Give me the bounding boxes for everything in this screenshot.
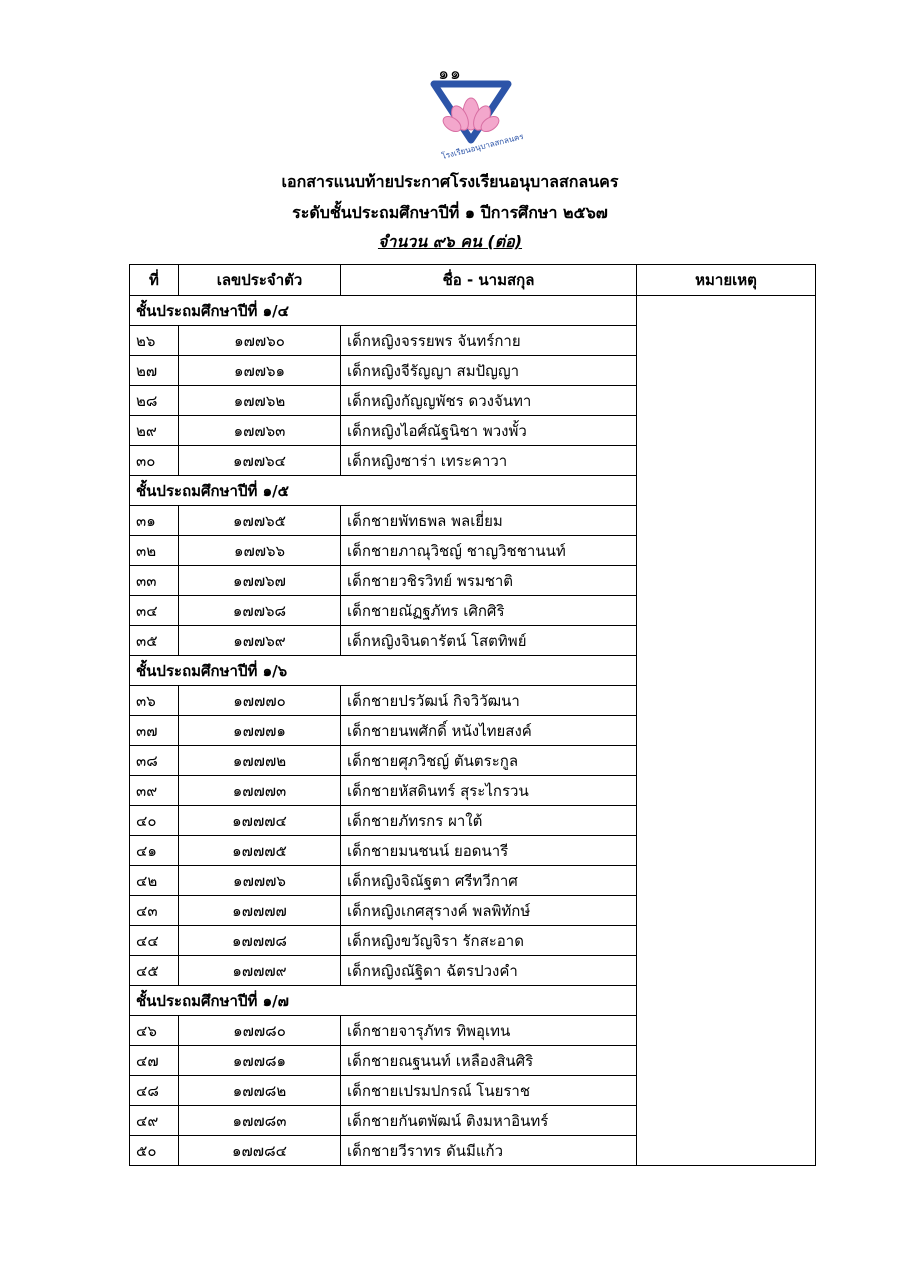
student-id: ๑๗๗๗๙ — [179, 956, 341, 986]
student-name: เด็กชายจารุภัทร ทิพอุเทน — [341, 1016, 637, 1046]
student-name: เด็กหญิงณัฐิดา ฉัตรปวงคำ — [341, 956, 637, 986]
section-row — [130, 296, 816, 326]
student-id: ๑๗๗๖๖ — [179, 536, 341, 566]
student-id: ๑๗๗๖๒ — [179, 386, 341, 416]
section-title: ชั้นประถมศึกษาปีที่ ๑/๖ — [130, 656, 637, 686]
column-header-note: หมายเหตุ — [637, 265, 816, 296]
student-name: เด็กชายศุภวิชญ์ ตันตระกูล — [341, 746, 637, 776]
row-number: ๔๘ — [130, 1076, 179, 1106]
column-header-id: เลขประจำตัว — [179, 265, 341, 296]
student-table — [129, 264, 816, 1166]
row-number: ๓๑ — [130, 506, 179, 536]
student-id: ๑๗๗๗๐ — [179, 686, 341, 716]
student-name: เด็กหญิงเกศสุรางค์ พลพิทักษ์ — [341, 896, 637, 926]
header-subtitle: ระดับชั้นประถมศึกษาปีที่ ๑ ปีการศึกษา ๒๕๖๗ — [292, 203, 608, 222]
student-name: เด็กชายณัฏฐภัทร เศิกศิริ — [341, 596, 637, 626]
student-name: เด็กชายกันตพัฒน์ ติงมหาอินทร์ — [341, 1106, 637, 1136]
student-name: เด็กหญิงจินดารัตน์ โสตทิพย์ — [341, 626, 637, 656]
page-number: ๑๑ — [438, 64, 462, 84]
row-number: ๓๔ — [130, 596, 179, 626]
row-number: ๕๐ — [130, 1136, 179, 1166]
row-number: ๒๘ — [130, 386, 179, 416]
student-id: ๑๗๗๗๔ — [179, 806, 341, 836]
student-id: ๑๗๗๖๓ — [179, 416, 341, 446]
student-name: เด็กชายนพศักดิ์ หนังไทยสงค์ — [341, 716, 637, 746]
row-number: ๒๙ — [130, 416, 179, 446]
student-id: ๑๗๗๘๒ — [179, 1076, 341, 1106]
row-number: ๓๒ — [130, 536, 179, 566]
row-number: ๓๓ — [130, 566, 179, 596]
row-number: ๒๖ — [130, 326, 179, 356]
row-number: ๒๗ — [130, 356, 179, 386]
student-name: เด็กหญิงจิณัฐตา ศรีทวีกาศ — [341, 866, 637, 896]
student-name: เด็กหญิงขวัญจิรา รักสะอาด — [341, 926, 637, 956]
row-number: ๓๘ — [130, 746, 179, 776]
student-name: เด็กชายเปรมปกรณ์ โนยราช — [341, 1076, 637, 1106]
student-id: ๑๗๗๗๓ — [179, 776, 341, 806]
student-id: ๑๗๗๖๐ — [179, 326, 341, 356]
student-id: ๑๗๗๘๑ — [179, 1046, 341, 1076]
student-id: ๑๗๗๗๑ — [179, 716, 341, 746]
student-name: เด็กชายพัทธพล พลเยี่ยม — [341, 506, 637, 536]
section-title: ชั้นประถมศึกษาปีที่ ๑/๔ — [130, 296, 637, 326]
student-name: เด็กชายวีราทร ดันมีแก้ว — [341, 1136, 637, 1166]
student-id: ๑๗๗๘๓ — [179, 1106, 341, 1136]
student-name: เด็กหญิงจีรัญญา สมปัญญา — [341, 356, 637, 386]
student-name: เด็กชายหัสดินทร์ สุระไกรวน — [341, 776, 637, 806]
student-id: ๑๗๗๗๗ — [179, 896, 341, 926]
student-name: เด็กหญิงจรรยพร จันทร์กาย — [341, 326, 637, 356]
row-number: ๔๖ — [130, 1016, 179, 1046]
row-number: ๔๗ — [130, 1046, 179, 1076]
table-header-row — [130, 265, 816, 296]
student-name: เด็กชายปรวัฒน์ กิจวิวัฒนา — [341, 686, 637, 716]
student-id: ๑๗๗๖๕ — [179, 506, 341, 536]
student-id: ๑๗๗๘๔ — [179, 1136, 341, 1166]
student-id: ๑๗๗๗๘ — [179, 926, 341, 956]
logo-caption: โรงเรียนอนุบาลสกลนคร — [440, 131, 525, 162]
column-header-no: ที่ — [130, 265, 179, 296]
student-id: ๑๗๗๖๘ — [179, 596, 341, 626]
student-id: ๑๗๗๗๖ — [179, 866, 341, 896]
student-name: เด็กหญิงซาร่า เทระคาวา — [341, 446, 637, 476]
row-number: ๓๐ — [130, 446, 179, 476]
student-id: ๑๗๗๖๙ — [179, 626, 341, 656]
row-number: ๔๓ — [130, 896, 179, 926]
row-number: ๔๑ — [130, 836, 179, 866]
note-cell — [637, 296, 816, 1166]
row-number: ๔๙ — [130, 1106, 179, 1136]
row-number: ๓๗ — [130, 716, 179, 746]
row-number: ๔๕ — [130, 956, 179, 986]
row-number: ๓๕ — [130, 626, 179, 656]
section-title: ชั้นประถมศึกษาปีที่ ๑/๕ — [130, 476, 637, 506]
student-id: ๑๗๗๖๗ — [179, 566, 341, 596]
row-number: ๓๙ — [130, 776, 179, 806]
student-id: ๑๗๗๗๕ — [179, 836, 341, 866]
student-name: เด็กชายภาณุวิชญ์ ชาญวิชชานนท์ — [341, 536, 637, 566]
student-name: เด็กชายณฐนนท์ เหลืองสินศิริ — [341, 1046, 637, 1076]
student-id: ๑๗๗๗๒ — [179, 746, 341, 776]
student-name: เด็กชายมนชนน์ ยอดนารี — [341, 836, 637, 866]
student-name: เด็กหญิงไอศ์ณัฐนิชา พวงพั้ว — [341, 416, 637, 446]
student-id: ๑๗๗๖๑ — [179, 356, 341, 386]
header-count: จำนวน ๙๖ คน (ต่อ) — [377, 232, 523, 251]
student-name: เด็กชายภัทรกร ผาใต้ — [341, 806, 637, 836]
row-number: ๔๔ — [130, 926, 179, 956]
row-number: ๓๖ — [130, 686, 179, 716]
student-name: เด็กชายวชิรวิทย์ พรมชาติ — [341, 566, 637, 596]
section-title: ชั้นประถมศึกษาปีที่ ๑/๗ — [130, 986, 637, 1016]
student-id: ๑๗๗๘๐ — [179, 1016, 341, 1046]
school-logo — [430, 80, 525, 162]
student-name: เด็กหญิงกัญญพัชร ดวงจันทา — [341, 386, 637, 416]
table-body — [130, 296, 816, 1166]
header-title: เอกสารแนบท้ายประกาศโรงเรียนอนุบาลสกลนคร — [281, 172, 619, 191]
row-number: ๔๒ — [130, 866, 179, 896]
row-number: ๔๐ — [130, 806, 179, 836]
student-id: ๑๗๗๖๔ — [179, 446, 341, 476]
column-header-name: ชื่อ - นามสกุล — [341, 265, 637, 296]
